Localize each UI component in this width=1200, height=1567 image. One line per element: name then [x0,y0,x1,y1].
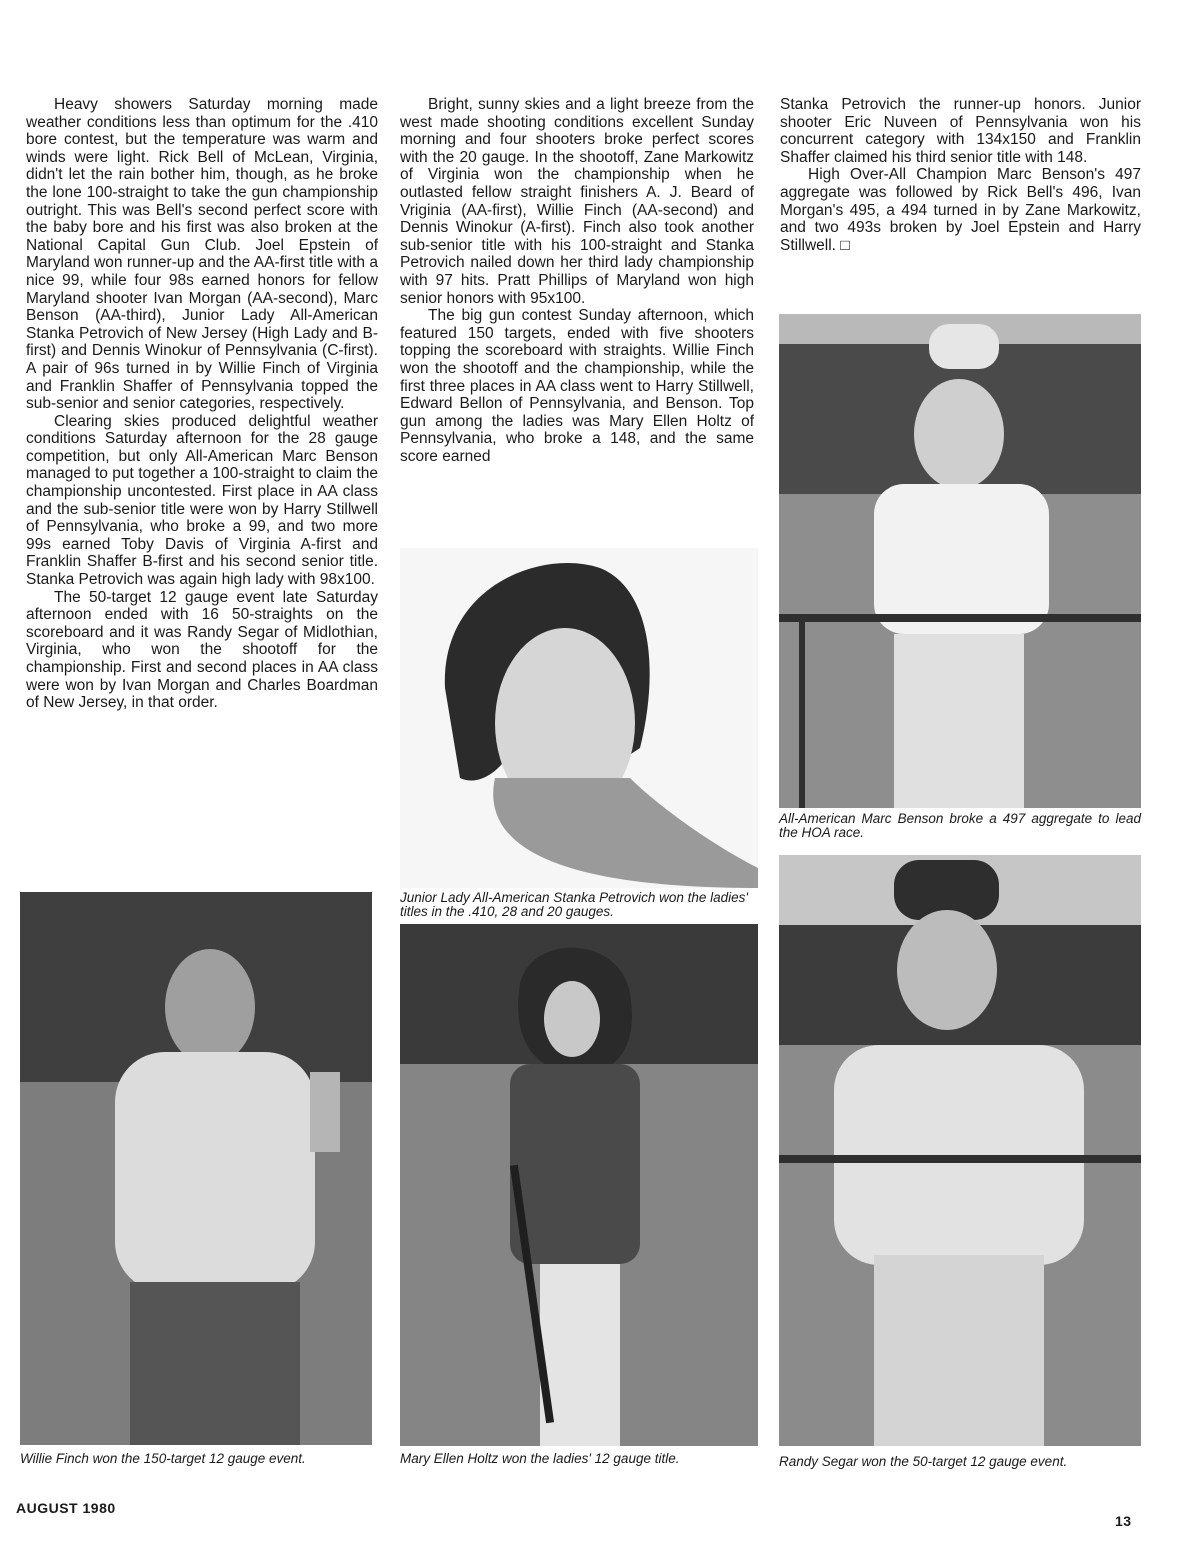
photo-marc-benson [779,314,1141,808]
paragraph: Clearing skies produced delightful weather conditions Saturday afternoon for the 28 gauge competition, but only All-American Marc Benson managed to put together a 100-straight to claim the championship uncontested. First place in AA class and the sub-senior title were won by Harry Stillwell of Pennsylvania, who broke a 99, and two more 99s earned Toby Davis of Virginia A-first and Franklin Shaffer B-first and his second senior title. Stanka Petrovich was again high lady with 98x100. [26,412,378,589]
caption-randy-segar: Randy Segar won the 50-target 12 gauge event. [779,1454,1068,1469]
article-column-1 [26,96,378,712]
photo-willie-finch [20,892,372,1445]
paragraph: The big gun contest Sunday afternoon, which featured 150 targets, ended with five shooters topping the scoreboard with straights. Willie Finch won the shootoff and the championship, while the first three places in AA class went to Harry Stillwell, Edward Bellon of Pennsylvania, and Benson. Top gun among the ladies was Mary Ellen Holtz of Pennsylvania, who broke a 148, and the same score earned [400,307,754,465]
photo-randy-segar [779,855,1141,1446]
paragraph: High Over-All Champion Marc Benson's 497 aggregate was followed by Rick Bell's 496, Ivan Morgan's 495, a 494 turned in by Zane Markowitz, and two 493s broken by Joel Epstein and Harry Stillwell. □ [780,166,1141,254]
article-column-3 [780,96,1141,254]
article-column-2 [400,96,754,465]
paragraph: Bright, sunny skies and a light breeze from the west made shooting conditions excellent Sunday morning and four shooters broke perfect scores with the 20 gauge. In the shootoff, Zane Markowitz of Virginia won the championship when he outlasted fellow straight finishers A. J. Beard of Vriginia (AA-first), Willie Finch (AA-second) and Dennis Winokur (A-first). Finch also took another sub-senior title with his 100-straight and Stanka Petrovich nailed down her third lady championship with 97 hits. Pratt Phillips of Maryland won high senior honors with 95x100. [400,96,754,307]
issue-date: AUGUST 1980 [16,1500,116,1516]
caption-marc-benson: All-American Marc Benson broke a 497 aggregate to lead the HOA race. [779,811,1141,840]
photo-stanka-petrovich [400,548,758,888]
paragraph: Heavy showers Saturday morning made weather conditions less than optimum for the .410 bore contest, but the temperature was warm and winds were light. Rick Bell of McLean, Virginia, didn't let the rain bother him, though, as he broke the lone 100-straight to take the gun championship outright. This was Bell's second perfect score with the baby bore and his first was also broken at the National Capital Gun Club. Joel Epstein of Maryland won runner-up and the AA-first title with a nice 99, while four 98s earned honors for fellow Maryland shooter Ivan Morgan (AA-second), Marc Benson (AA-third), Junior Lady All-American Stanka Petrovich of New Jersey (High Lady and B-first) and Dennis Winokur of Pennsylvania (C-first). A pair of 96s turned in by Willie Finch of Virginia and Franklin Shaffer of Pennsylvania topped the sub-senior and senior categories, respectively. [26,96,378,413]
page-number: 13 [1115,1513,1132,1529]
caption-stanka-petrovich: Junior Lady All-American Stanka Petrovich won the ladies' titles in the .410, 28 and 20 gauges. [400,890,749,919]
caption-mary-ellen-holtz: Mary Ellen Holtz won the ladies' 12 gauge title. [400,1451,680,1466]
paragraph: Stanka Petrovich the runner-up honors. Junior shooter Eric Nuveen of Pennsylvania won his concurrent category with 134x150 and Franklin Shaffer claimed his third senior title with 148. [780,96,1141,166]
caption-willie-finch: Willie Finch won the 150-target 12 gauge event. [20,1451,306,1466]
photo-mary-ellen-holtz [400,924,758,1446]
paragraph: The 50-target 12 gauge event late Saturday afternoon ended with 16 50-straights on the scoreboard and it was Randy Segar of Midlothian, Virginia, who won the shootoff for the championship. First and second places in AA class were won by Ivan Morgan and Charles Boardman of New Jersey, in that order. [26,588,378,712]
